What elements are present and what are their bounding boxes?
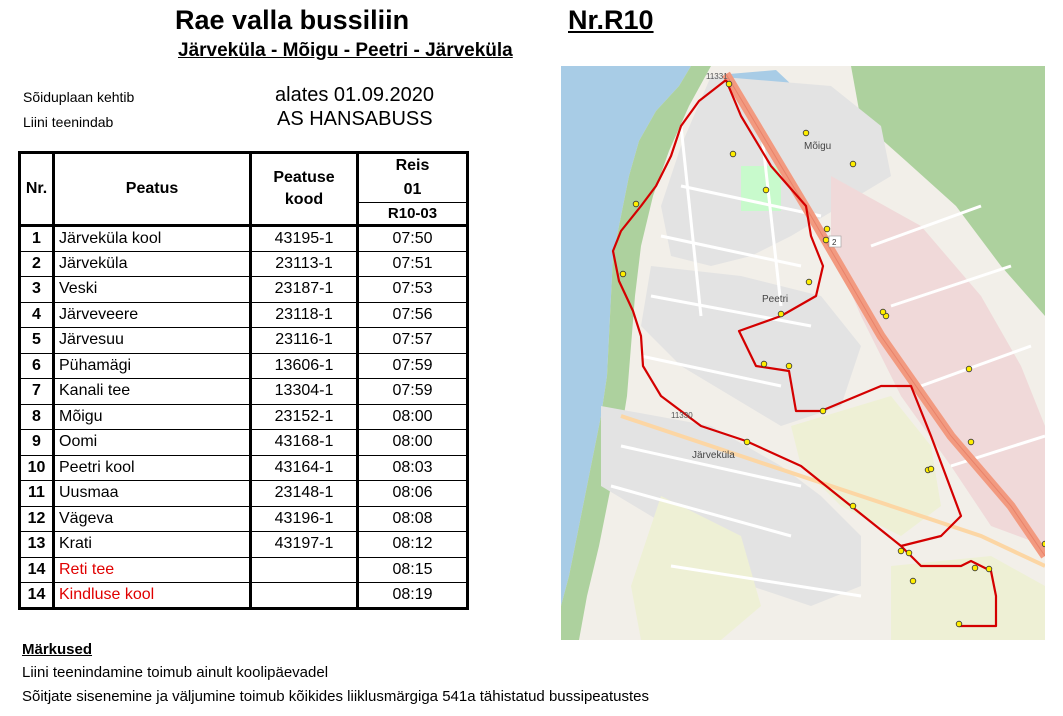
- table-row: [20, 506, 468, 532]
- row-number: 6: [20, 353, 54, 379]
- departure-time: 07:51: [358, 251, 468, 277]
- table-row: [20, 328, 468, 354]
- stop-name: Uusmaa: [54, 481, 251, 507]
- row-number: 3: [20, 277, 54, 303]
- departure-time: 08:08: [358, 506, 468, 532]
- operator-value: AS HANSABUSS: [277, 108, 433, 130]
- map-stop-marker: [778, 311, 784, 317]
- col-header-trip: Reis: [358, 153, 468, 178]
- departure-time: 08:12: [358, 532, 468, 558]
- map-stop-marker: [968, 439, 974, 445]
- row-number: 11: [20, 481, 54, 507]
- table-row: [20, 277, 468, 303]
- stop-name: Vägeva: [54, 506, 251, 532]
- stop-name: Peetri kool: [54, 455, 251, 481]
- map-stop-marker: [986, 566, 992, 572]
- map-stop-marker: [906, 550, 912, 556]
- map-stop-marker: [763, 187, 769, 193]
- map-label-road-2: 2: [832, 238, 837, 247]
- departure-time: 08:19: [358, 583, 468, 609]
- map-label-road-11331: 11331: [706, 72, 728, 81]
- row-number: 9: [20, 430, 54, 456]
- table-row: [20, 430, 468, 456]
- map-stop-marker: [806, 279, 812, 285]
- map-stop-marker: [850, 503, 856, 509]
- timetable-body: [20, 226, 468, 609]
- stop-code: 43164-1: [251, 455, 358, 481]
- departure-time: 07:53: [358, 277, 468, 303]
- table-row: [20, 302, 468, 328]
- operator-label: Liini teenindab: [23, 114, 114, 130]
- notes-title: Märkused: [22, 641, 93, 658]
- departure-time: 07:56: [358, 302, 468, 328]
- map-stop-marker: [744, 439, 750, 445]
- table-row: [20, 532, 468, 558]
- departure-time: 08:00: [358, 404, 468, 430]
- stop-code: 23148-1: [251, 481, 358, 507]
- note-line-1: Liini teenindamine toimub ainult koolipäevadel: [22, 664, 329, 681]
- departure-time: 08:00: [358, 430, 468, 456]
- stop-code: 23118-1: [251, 302, 358, 328]
- stop-name: Oomi: [54, 430, 251, 456]
- stop-name: Järvesuu: [54, 328, 251, 354]
- trip-code: R10-03: [358, 203, 468, 226]
- stop-code: 43195-1: [251, 226, 358, 252]
- stop-code: [251, 583, 358, 609]
- row-number: 1: [20, 226, 54, 252]
- stop-code: 43196-1: [251, 506, 358, 532]
- stop-code: 23152-1: [251, 404, 358, 430]
- row-number: 8: [20, 404, 54, 430]
- departure-time: 07:59: [358, 353, 468, 379]
- table-row: [20, 353, 468, 379]
- map-stop-marker: [761, 361, 767, 367]
- stop-code: 23116-1: [251, 328, 358, 354]
- stop-name: Krati: [54, 532, 251, 558]
- map-stop-marker: [910, 578, 916, 584]
- map-stop-marker: [928, 466, 934, 472]
- map-stop-marker: [956, 621, 962, 627]
- col-header-nr: Nr.: [20, 153, 54, 226]
- departure-time: 07:57: [358, 328, 468, 354]
- route-subtitle: Järveküla - Mõigu - Peetri - Järveküla: [178, 40, 513, 61]
- table-row: [20, 379, 468, 405]
- table-row: [20, 583, 468, 609]
- row-number: 13: [20, 532, 54, 558]
- map-stop-marker: [620, 271, 626, 277]
- map-stop-marker: [972, 565, 978, 571]
- table-row: [20, 455, 468, 481]
- row-number: 12: [20, 506, 54, 532]
- document-title: Rae valla bussiliin: [175, 5, 410, 35]
- valid-value: alates 01.09.2020: [275, 84, 435, 106]
- map-stop-marker: [730, 151, 736, 157]
- map-stop-marker: [1042, 541, 1045, 547]
- stop-name: Järveküla kool: [54, 226, 251, 252]
- map-stop-marker: [803, 130, 809, 136]
- stop-code: 23187-1: [251, 277, 358, 303]
- map-stop-marker: [966, 366, 972, 372]
- stop-code: 43168-1: [251, 430, 358, 456]
- map-label-road-11330: 11330: [671, 411, 693, 420]
- row-number: 14: [20, 557, 54, 583]
- departure-time: 07:50: [358, 226, 468, 252]
- departure-time: 08:03: [358, 455, 468, 481]
- stop-name: Järveveere: [54, 302, 251, 328]
- stop-code: 23113-1: [251, 251, 358, 277]
- map-label-jarvekula: Järveküla: [692, 450, 735, 461]
- col-header-code: Peatuse kood: [273, 169, 335, 208]
- note-line-2: Sõitjate sisenemine ja väljumine toimub kõikides liiklusmärgiga 541a tähistatud bussipeatustes: [22, 688, 650, 705]
- stop-name: Reti tee: [54, 557, 251, 583]
- row-number: 7: [20, 379, 54, 405]
- departure-time: 08:15: [358, 557, 468, 583]
- map-stop-marker: [820, 408, 826, 414]
- stop-name: Järveküla: [54, 251, 251, 277]
- table-row: [20, 404, 468, 430]
- row-number: 5: [20, 328, 54, 354]
- timetable: [18, 151, 469, 610]
- map-label-moigu: Mõigu: [804, 141, 832, 152]
- stop-name: Veski: [54, 277, 251, 303]
- route-number: Nr.R10: [568, 5, 654, 35]
- map-stop-marker: [823, 237, 829, 243]
- trip-number: 01: [358, 178, 468, 203]
- row-number: 10: [20, 455, 54, 481]
- map-stop-marker: [880, 309, 886, 315]
- row-number: 4: [20, 302, 54, 328]
- valid-label: Sõiduplaan kehtib: [23, 89, 135, 105]
- map-stop-marker: [824, 226, 830, 232]
- map-label-peetri: Peetri: [762, 294, 789, 305]
- stop-name: Mõigu: [54, 404, 251, 430]
- table-row: [20, 557, 468, 583]
- row-number: 2: [20, 251, 54, 277]
- stop-name: Kanali tee: [54, 379, 251, 405]
- map-stop-marker: [850, 161, 856, 167]
- map-stop-marker: [786, 363, 792, 369]
- stop-code: 13606-1: [251, 353, 358, 379]
- stop-name: Pühamägi: [54, 353, 251, 379]
- col-header-stop: Peatus: [54, 153, 251, 226]
- stop-code: 13304-1: [251, 379, 358, 405]
- stop-code: 43197-1: [251, 532, 358, 558]
- stop-name: Kindluse kool: [54, 583, 251, 609]
- map-stop-marker: [726, 81, 732, 87]
- table-row: [20, 481, 468, 507]
- departure-time: 07:59: [358, 379, 468, 405]
- table-row: [20, 251, 468, 277]
- map-stop-marker: [633, 201, 639, 207]
- departure-time: 08:06: [358, 481, 468, 507]
- table-row: [20, 226, 468, 252]
- map-stop-marker: [898, 548, 904, 554]
- row-number: 14: [20, 583, 54, 609]
- route-map: [561, 66, 1045, 640]
- stop-code: [251, 557, 358, 583]
